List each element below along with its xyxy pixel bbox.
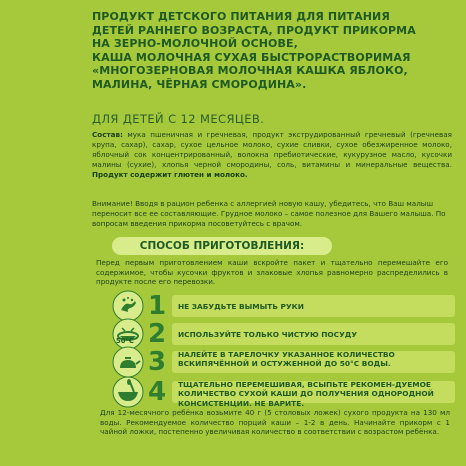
warning-label: Внимание! bbox=[92, 199, 133, 208]
step-text: НЕ ЗАБУДЬТЕ ВЫМЫТЬ РУКИ bbox=[178, 302, 304, 311]
age-recommendation: ДЛЯ ДЕТЕЙ С 12 МЕСЯЦЕВ. bbox=[92, 112, 265, 126]
method-heading: СПОСОБ ПРИГОТОВЛЕНИЯ: bbox=[112, 237, 332, 255]
step-number: 3 bbox=[148, 347, 167, 377]
step-text: ИСПОЛЬЗУЙТЕ ТОЛЬКО ЧИСТУЮ ПОСУДУ bbox=[178, 330, 358, 339]
step-4 bbox=[112, 376, 455, 408]
step-number: 2 bbox=[148, 319, 167, 349]
allergen-note: Продукт содержит глютен и молоко. bbox=[92, 170, 248, 180]
product-title bbox=[92, 10, 452, 92]
composition-label: Состав: bbox=[92, 130, 123, 139]
step-number: 1 bbox=[148, 291, 167, 321]
composition-text: мука пшеничная и гречневая, продукт экструдированный гречневый (гречневая крупа, сахар), сахар, сухое цельное молоко, сухие сливки, сухое обезжиренное молоко, яблочный сок концентрированный, волокна пребиотические, кукурузное масло, кусочки малины (сухие), хлопья черной смородины, соль, витамины и минеральные вещества. bbox=[92, 130, 452, 170]
title-line: МАЛИНА, ЧЁРНАЯ СМОРОДИНА». bbox=[92, 77, 307, 91]
step-3 bbox=[112, 346, 455, 378]
step-text: ТЩАТЕЛЬНО ПЕРЕМЕШИВАЯ, ВСЫПЬТЕ РЕКОМЕН-ДУЕМОЕ КОЛИЧЕСТВО СУХОЙ КАШИ ДО ПОЛУЧЕНИЯ ОДНОРОДНОЙ КОНСИСТЕНЦИИ. НЕ ВАРИТЕ. bbox=[178, 380, 434, 408]
step-text: НАЛЕЙТЕ В ТАРЕЛОЧКУ УКАЗАННОЕ КОЛИЧЕСТВО ВСКИПЯЧЁННОЙ И ОСТУЖЕННОЙ ДО 50°С ВОДЫ. bbox=[178, 350, 395, 369]
title-line: «МНОГОЗЕРНОВАЯ МОЛОЧНАЯ КАШКА ЯБЛОКО, bbox=[92, 64, 408, 78]
title-line: ПРОДУКТ ДЕТСКОГО ПИТАНИЯ ДЛЯ ПИТАНИЯ bbox=[92, 10, 390, 23]
title-line: КАША МОЛОЧНАЯ СУХАЯ БЫСТРОРАСТВОРИМАЯ bbox=[92, 50, 411, 64]
step-number: 4 bbox=[148, 377, 167, 407]
title-line: НА ЗЕРНО-МОЛОЧНОЙ ОСНОВЕ, bbox=[92, 37, 298, 51]
portion-text: Для 12-месячного ребёнка возьмите 40 г (5 столовых ложек) сухого продукта на 130 мл воды. Рекомендуемое количество порций каши – 1-2 в день. Начинайте прикорм с 1 чайной ложки, постепенно увеличивая количество в соответствии с возрастом ребёнка. bbox=[100, 408, 450, 437]
composition-block bbox=[92, 130, 452, 180]
warning-block bbox=[92, 199, 452, 229]
bowl-spoon-icon bbox=[112, 376, 144, 408]
warning-text: Вводя в рацион ребенка с аллергией новую кашу, убедитесь, что Ваш малыш переносит все ее составляющие. Грудное молоко – самое полезное для Вашего малыша. По вопросам введения прикорма посоветуйтесь с врачом. bbox=[92, 199, 446, 229]
method-intro: Перед первым приготовлением каши вскройте пакет и тщательно перемешайте его содержимое, чтобы кусочки фруктов и злаковые хлопья равномерно распределились в продукте после его перевозки. bbox=[96, 258, 448, 287]
title-line: ДЕТЕЙ РАННЕГО ВОЗРАСТА, ПРОДУКТ ПРИКОРМА bbox=[92, 23, 416, 37]
kettle-icon bbox=[112, 346, 144, 378]
portion-guidance bbox=[100, 408, 450, 437]
temperature-label: 50°C bbox=[116, 337, 134, 345]
